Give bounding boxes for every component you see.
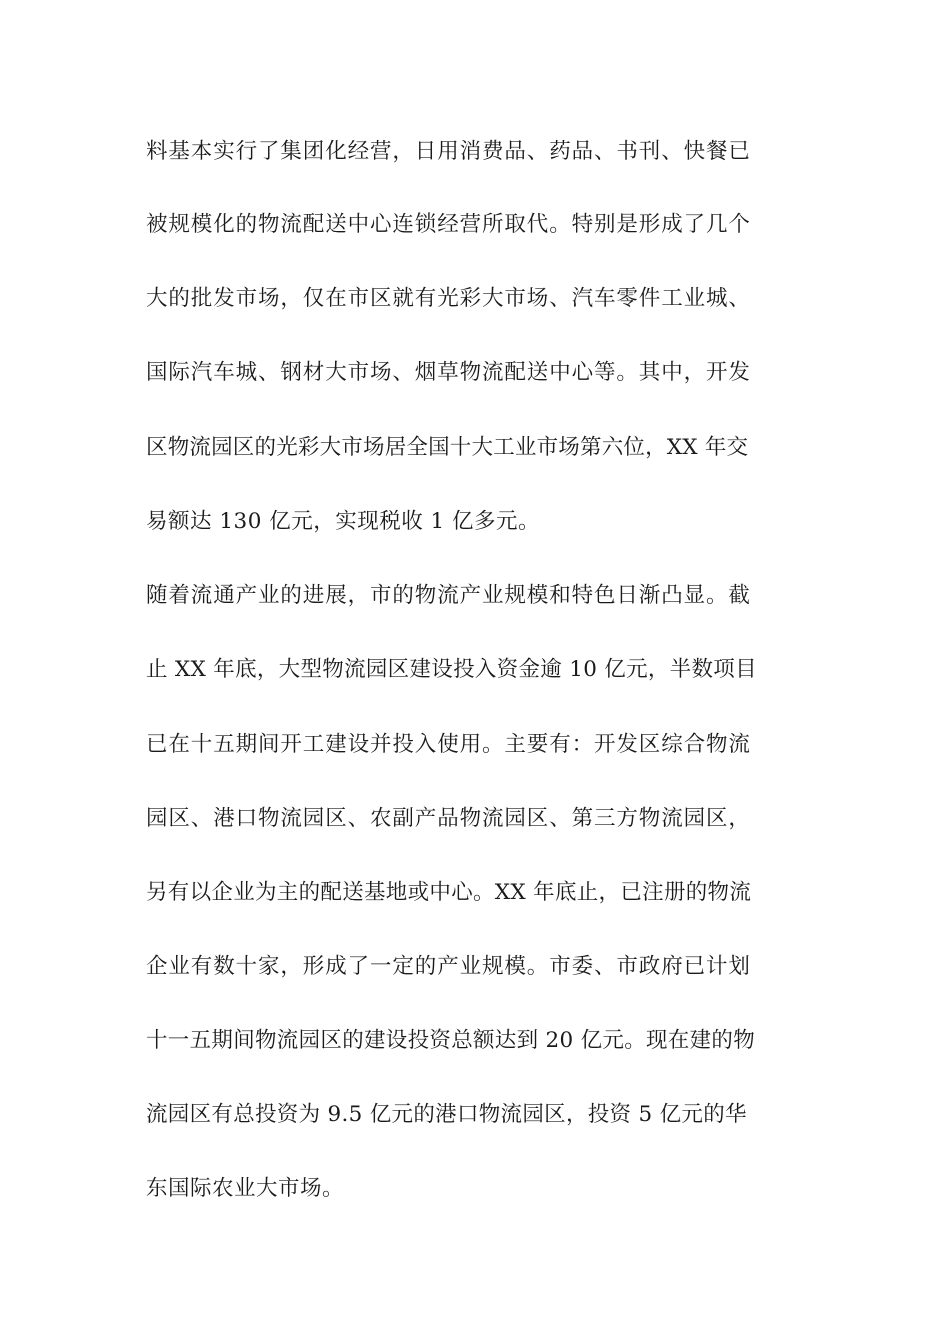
text-line: 止 XX 年底，大型物流园区建设投入资金逾 10 亿元，半数项目 bbox=[146, 657, 757, 682]
text-line: 大的批发市场，仅在市区就有光彩大市场、汽车零件工业城、 bbox=[146, 286, 751, 311]
text-line: 十一五期间物流园区的建设投资总额达到 20 亿元。现在建的物 bbox=[146, 1028, 756, 1053]
text-line: 已在十五期间开工建设并投入使用。主要有：开发区综合物流 bbox=[146, 732, 751, 757]
text-line: 园区、港口物流园区、农副产品物流园区、第三方物流园区， bbox=[146, 806, 751, 831]
text-line: 随着流通产业的进展，市的物流产业规模和特色日渐凸显。截 bbox=[146, 583, 751, 608]
text-line: 流园区有总投资为 9.5 亿元的港口物流园区，投资 5 亿元的华 bbox=[146, 1102, 747, 1127]
text-line: 企业有数十家，形成了一定的产业规模。市委、市政府已计划 bbox=[146, 954, 751, 979]
text-line: 另有以企业为主的配送基地或中心。XX 年底止，已注册的物流 bbox=[146, 880, 752, 905]
text-line: 被规模化的物流配送中心连锁经营所取代。特别是形成了几个 bbox=[146, 212, 751, 237]
text-line: 国际汽车城、钢材大市场、烟草物流配送中心等。其中，开发 bbox=[146, 360, 751, 385]
text-line: 料基本实行了集团化经营，日用消费品、药品、书刊、快餐已 bbox=[146, 139, 751, 164]
text-line: 易额达 130 亿元，实现税收 1 亿多元。 bbox=[146, 509, 541, 534]
text-line: 东国际农业大市场。 bbox=[146, 1176, 345, 1201]
text-line: 区物流园区的光彩大市场居全国十大工业市场第六位，XX 年交 bbox=[146, 435, 749, 460]
